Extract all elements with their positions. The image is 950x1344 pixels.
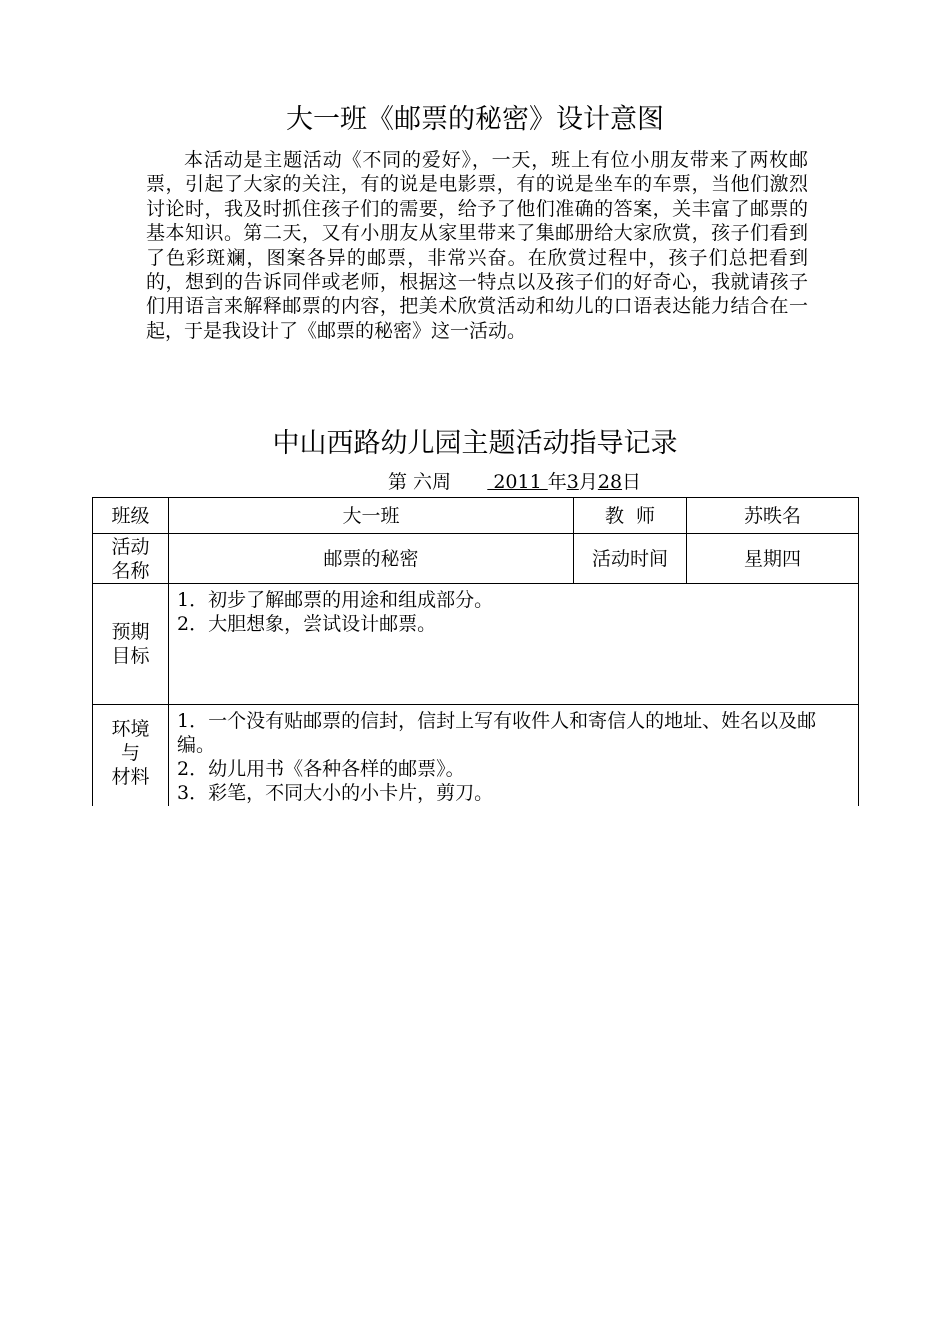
class-label: 班级: [93, 498, 169, 534]
month-value: 3: [566, 471, 579, 493]
activity-label-line: 活动: [111, 535, 150, 558]
activity-value: 邮票的秘密: [169, 534, 574, 584]
record-table: [92, 497, 859, 806]
env-label-line: 材料: [111, 766, 150, 788]
env-label-line: 与: [120, 742, 140, 764]
table-row: [93, 584, 859, 705]
goal-label-line: 目标: [111, 645, 150, 667]
day-suffix: 日: [622, 471, 642, 493]
material-item: 3．彩笔，不同大小的小卡片，剪刀。: [177, 782, 494, 804]
month-suffix: 月: [578, 471, 598, 493]
materials-cell: [169, 705, 859, 807]
env-label: [93, 705, 169, 807]
goal-item: 1．初步了解邮票的用途和组成部分。: [177, 589, 494, 611]
teacher-value: 苏昳名: [687, 498, 859, 534]
year-suffix: 年: [547, 471, 567, 493]
time-value: 星期四: [687, 534, 859, 584]
week-text: 第 六周: [388, 471, 452, 493]
material-item: 2．幼儿用书《各种各样的邮票》。: [177, 758, 465, 780]
date-line: [388, 468, 641, 496]
activity-label: [93, 534, 169, 584]
table-row: [93, 534, 859, 584]
goal-label-line: 预期: [111, 621, 150, 643]
record-title: 中山西路幼儿园主题活动指导记录: [272, 428, 678, 459]
goals-cell: [169, 584, 859, 705]
class-value: 大一班: [169, 498, 574, 534]
year-value: 2011: [487, 471, 548, 493]
record-table-wrap: [92, 497, 859, 806]
goal-label: [93, 584, 169, 705]
table-row: [93, 705, 859, 807]
teacher-label: 教 师: [574, 498, 687, 534]
material-item: 1．一个没有贴邮票的信封，信封上写有收件人和寄信人的地址、姓名以及邮编。: [177, 710, 817, 756]
day-value: 28: [597, 471, 623, 493]
activity-label-line: 名称: [111, 559, 150, 582]
design-title: 大一班《邮票的秘密》设计意图: [286, 104, 664, 135]
goal-item: 2．大胆想象，尝试设计邮票。: [177, 613, 437, 635]
env-label-line: 环境: [111, 718, 150, 740]
time-label: 活动时间: [574, 534, 687, 584]
table-row: [93, 498, 859, 534]
design-paragraph: 本活动是主题活动《不同的爱好》，一天，班上有位小朋友带来了两枚邮票，引起了大家的关注，有的说是电影票，有的说是坐车的车票，当他们激烈讨论时，我及时抓住孩子们的需要，给予了他们准确的答案，关丰富了邮票的基本知识。第二天，又有小朋友从家里带来了集邮册给大家欣赏，孩子们看到了色彩斑斓，图案各异的邮票，非常兴奋。在欣赏过程中，孩子们总把看到的，想到的告诉同伴或老师，根据这一特点以及孩子们的好奇心，我就请孩子们用语言来解释邮票的内容，把美术欣赏活动和幼儿的口语表达能力结合在一起，于是我设计了《邮票的秘密》这一活动。: [146, 149, 808, 342]
